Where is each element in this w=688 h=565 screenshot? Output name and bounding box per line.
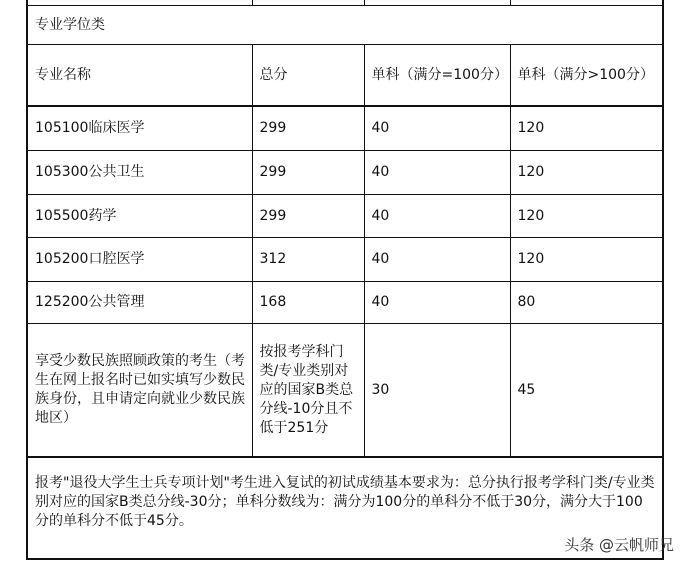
- header-row: [27, 45, 663, 107]
- note-text: 报考"退役大学生士兵专项计划"考生进入复试的初试成绩基本要求为：总分执行报考学科门类/专业类别对应的国家B类总分线-30分；单科分数线为：满分为100分的单科分不低于30分，满分大于100分的单科分不低于45分。: [27, 457, 663, 559]
- major-name: 105200口腔医学: [27, 238, 252, 282]
- score-table: [26, 0, 664, 560]
- single-over100: 120: [510, 106, 663, 151]
- single-100: 40: [364, 106, 510, 151]
- single-100: 40: [364, 282, 510, 324]
- section-title: 专业学位类: [27, 6, 663, 45]
- major-name: 105500药学: [27, 195, 252, 238]
- total-score: 299: [252, 106, 364, 151]
- single-over100: 120: [510, 195, 663, 238]
- single-100: 40: [364, 238, 510, 282]
- total-score: 312: [252, 238, 364, 282]
- total-score: 168: [252, 282, 364, 324]
- section-row: [27, 6, 663, 45]
- table-row: [27, 151, 663, 195]
- single-100: 40: [364, 151, 510, 195]
- single-over100: 120: [510, 238, 663, 282]
- header-single-100: 单科（满分=100分）: [364, 45, 510, 107]
- table-row: [27, 282, 663, 324]
- minority-total: 按报考学科门类/专业类别对应的国家B类总分线-10分且不低于251分: [252, 324, 364, 458]
- header-single-over100: 单科（满分>100分）: [510, 45, 663, 107]
- major-name: 105300公共卫生: [27, 151, 252, 195]
- table-row: [27, 238, 663, 282]
- minority-single-over100: 45: [510, 324, 663, 458]
- major-name: 125200公共管理: [27, 282, 252, 324]
- minority-name: 享受少数民族照顾政策的考生（考生在网上报名时已如实填写少数民族身份，且申请定向就业少数民族地区）: [27, 324, 252, 458]
- single-over100: 120: [510, 151, 663, 195]
- table-row: [27, 195, 663, 238]
- table-row: [27, 106, 663, 151]
- minority-single-100: 30: [364, 324, 510, 458]
- single-100: 40: [364, 195, 510, 238]
- header-name: 专业名称: [27, 45, 252, 107]
- total-score: 299: [252, 151, 364, 195]
- total-score: 299: [252, 195, 364, 238]
- single-over100: 80: [510, 282, 663, 324]
- header-total: 总分: [252, 45, 364, 107]
- minority-row: [27, 324, 663, 458]
- watermark: 头条 @云帆师兄: [564, 536, 674, 554]
- major-name: 105100临床医学: [27, 106, 252, 151]
